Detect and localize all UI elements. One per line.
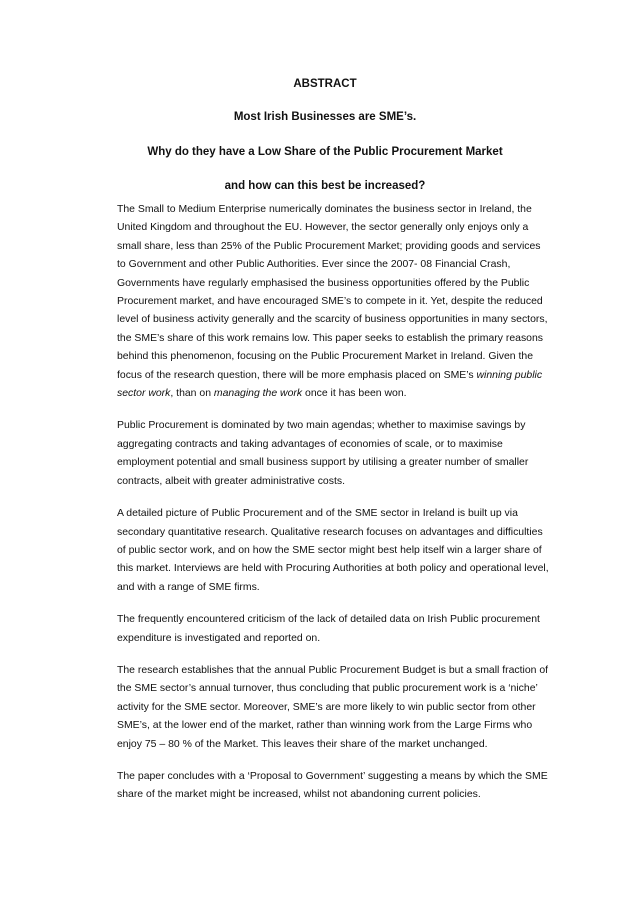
paragraph-text: once it has been won.	[302, 388, 407, 400]
paragraph-line: share of the market might be increased, whilst not abandoning current policies.	[117, 789, 481, 801]
paragraph-line: secondary quantitative research. Qualitative research focuses on advantages and difficulties	[117, 526, 543, 538]
paragraph-line: activity for the SME sector. Moreover, SME’s are more likely to win public sector from other	[117, 701, 536, 713]
paragraph-text: , than on	[170, 388, 214, 400]
paragraph-5	[117, 662, 549, 754]
emphasis-text: managing the work	[213, 388, 303, 400]
paragraph-line: small share, less than 25% of the Public Procurement Market; providing goods and services	[117, 240, 541, 252]
paragraph-line: United Kingdom and throughout the EU. However, the sector generally only enjoys only a	[117, 222, 529, 234]
paragraph-line: SME’s, at the lower end of the market, rather than winning work from the Large Firms who	[117, 720, 533, 732]
abstract-heading: ABSTRACT	[293, 78, 357, 90]
document-title: Most Irish Businesses are SME’s.	[233, 111, 417, 123]
paragraph-line: of public sector work, and on how the SME sector might best help itself win a larger share of	[117, 544, 542, 556]
paragraph-line: expenditure is investigated and reported on.	[117, 632, 321, 644]
paragraph-line	[117, 367, 545, 385]
paragraph-4	[117, 611, 545, 648]
paragraph-line: The frequently encountered criticism of the lack of detailed data on Irish Public procurement	[117, 614, 540, 626]
paragraph-line: the SME’s share of this work remains low. This paper seeks to establish the primary reasons	[117, 332, 543, 344]
paragraph-line: to Government and other Public Authorities. Ever since the 2007- 08 Financial Crash,	[117, 259, 511, 271]
paragraph-text: focus of the research question, there will be more emphasis placed on SME’s	[117, 369, 477, 381]
research-question-line-2: and how can this best be increased?	[224, 180, 426, 192]
paragraph-line: contracts, albeit with greater administrative costs.	[117, 475, 345, 487]
paragraph-line	[117, 385, 545, 403]
paragraph-line: Procurement market, and have encouraged SME’s to compete in it. Yet, despite the reduced	[117, 296, 543, 308]
abstract-body	[117, 201, 549, 819]
paragraph-2	[117, 417, 545, 491]
paragraph-line: Governments have regularly emphasised the business opportunities offered by the Public	[117, 277, 530, 289]
paragraph-line: the SME sector’s annual turnover, thus concluding that public procurement work is a ‘niche’	[117, 683, 538, 695]
paragraph-line: employment potential and small business support by utilising a greater number of smaller	[117, 457, 529, 469]
paragraph-6	[117, 768, 548, 805]
paragraph-line: and with a range of SME firms.	[117, 581, 260, 593]
paragraph-line: Public Procurement is dominated by two main agendas; whether to maximise savings by	[117, 420, 526, 432]
paragraph-line: this market. Interviews are held with Procuring Authorities at both policy and operational level,	[117, 563, 549, 575]
paragraph-1	[117, 201, 548, 403]
research-question-line-1: Why do they have a Low Share of the Public Procurement Market	[147, 146, 503, 158]
paragraph-line: A detailed picture of Public Procurement and of the SME sector in Ireland is built up via	[117, 508, 518, 520]
paragraph-3	[117, 505, 549, 597]
paragraph-line: The Small to Medium Enterprise numerically dominates the business sector in Ireland, the	[117, 204, 532, 215]
paragraph-line: The paper concludes with a ‘Proposal to Government’ suggesting a means by which the SME	[117, 770, 548, 782]
paragraph-line: behind this phenomenon, focusing on the Public Procurement Market in Ireland. Given the	[117, 351, 534, 363]
paragraph-line: The research establishes that the annual Public Procurement Budget is but a small fraction of	[117, 664, 549, 676]
emphasis-text: sector work	[117, 388, 171, 400]
emphasis-text: winning public	[476, 369, 543, 381]
paragraph-line: enjoy 75 – 80 % of the Market. This leaves their share of the market unchanged.	[117, 738, 488, 750]
paragraph-line: level of business activity generally and the scarcity of business opportunities in many sectors,	[117, 314, 548, 326]
paragraph-line: aggregating contracts and taking advantages of economies of scale, or to maximise	[117, 438, 503, 450]
